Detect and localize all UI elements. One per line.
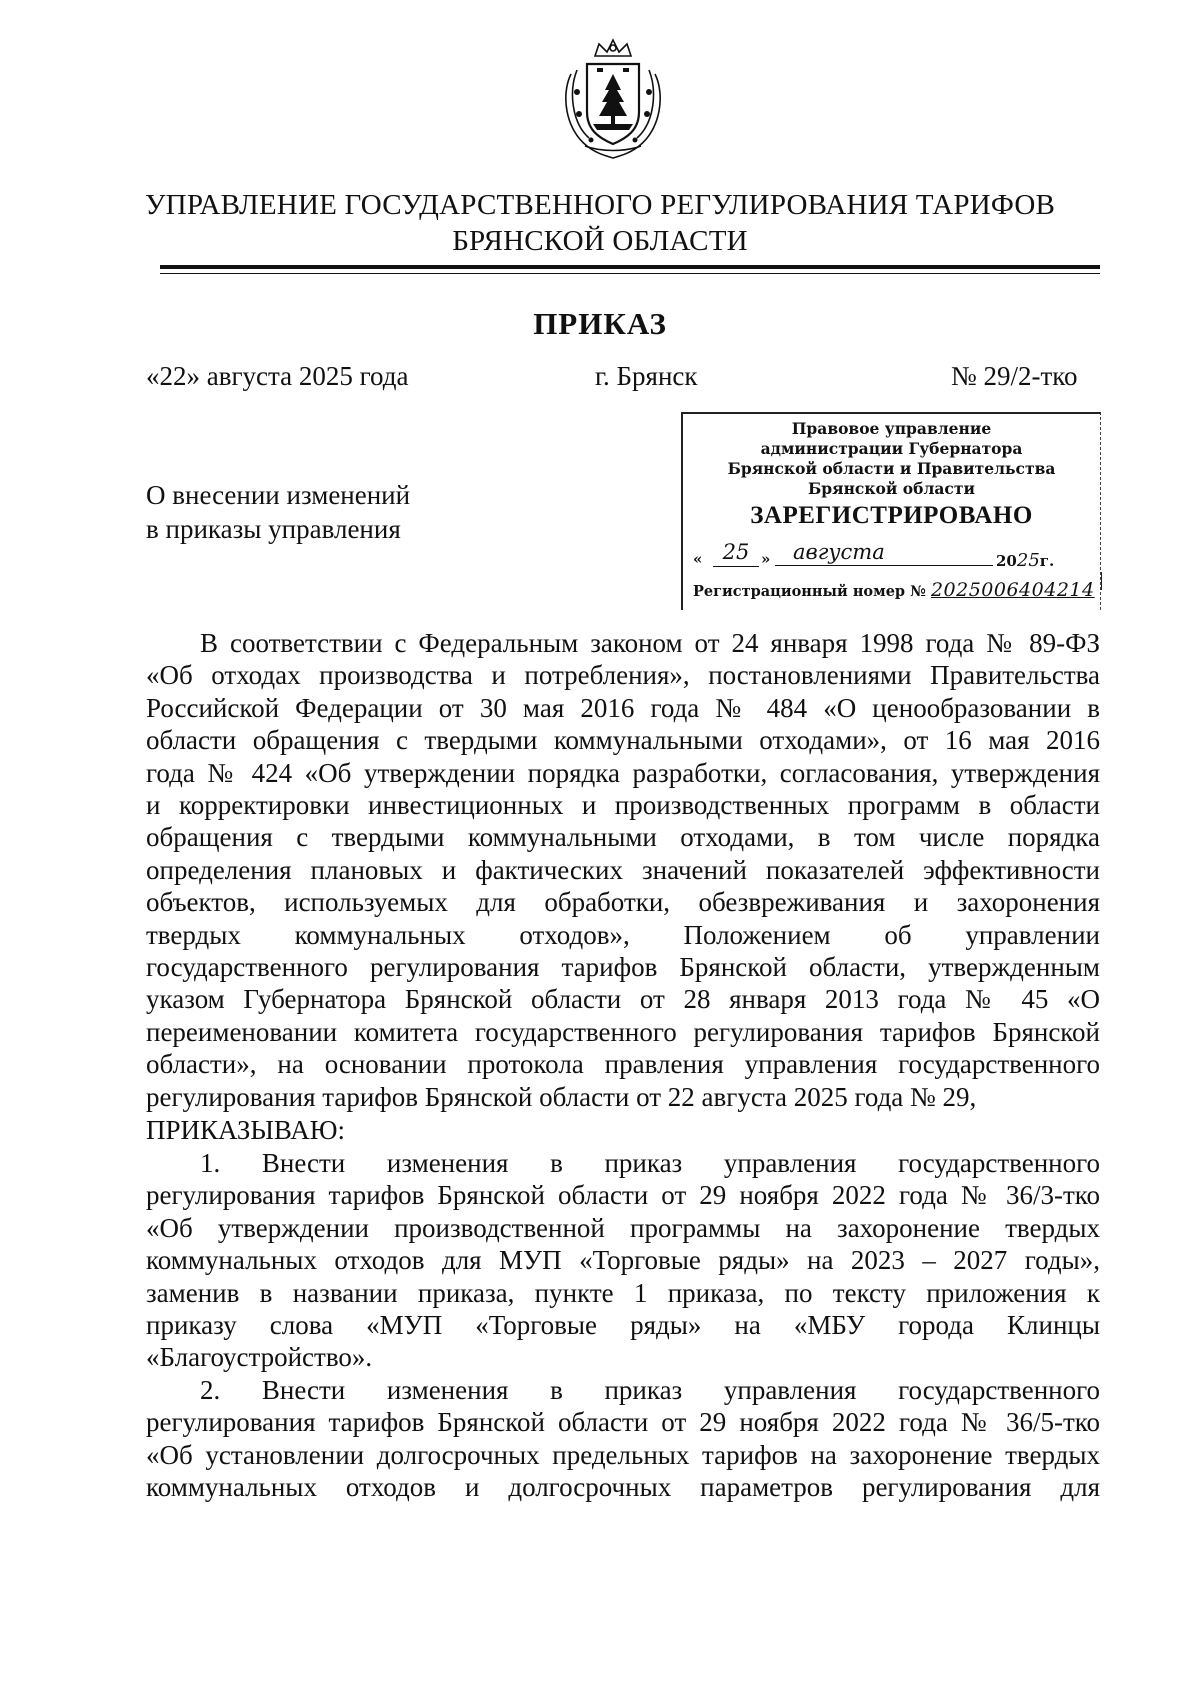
document-type-title: ПРИКАЗ — [533, 306, 667, 341]
text-line: области», на основании протокола правления управления государственного — [146, 1049, 1100, 1080]
order-subject-line-2: в приказы управления — [146, 514, 401, 544]
text-line: регулирования тарифов Брянской области от 29 ноября 2022 года № 36/5-тко — [146, 1407, 1100, 1438]
text-line: 1. Внести изменения в приказ управления государственного — [200, 1148, 1100, 1178]
text-line: регулирования тарифов Брянской области от 29 ноября 2022 года № 36/3-тко — [146, 1180, 1100, 1211]
stamp-registration-label: Регистрационный номер № — [693, 583, 926, 600]
stamp-line-2: администрации Губернатора — [760, 439, 1023, 458]
coat-of-arms-emblem — [557, 34, 669, 162]
stamp-line-3: Брянской области и Правительства — [727, 459, 1056, 478]
organization-name-line-2: БРЯНСКОЙ ОБЛАСТИ — [452, 225, 748, 257]
organization-name-line-1: УПРАВЛЕНИЕ ГОСУДАРСТВЕННОГО РЕГУЛИРОВАНИЯ ТАРИФОВ — [144, 189, 1056, 221]
stamp-corner-mark — [1101, 572, 1102, 590]
stamp-year — [996, 550, 1054, 571]
stamp-handwritten-day: 25 — [713, 540, 759, 567]
stamp-date-line — [691, 542, 1096, 572]
text-line: определения плановых и фактических значений показателей эффективности — [146, 854, 1100, 885]
text-line: коммунальных отходов и долгосрочных параметров регулирования для — [146, 1472, 1100, 1503]
text-line: 2. Внести изменения в приказ управления государственного — [200, 1375, 1100, 1405]
order-city: г. Брянск — [595, 361, 698, 391]
order-number: № 29/2-тко — [951, 361, 1078, 391]
text-line: «Благоустройство». — [146, 1342, 373, 1373]
text-line: «Об установлении долгосрочных предельных тарифов на захоронение твердых — [146, 1439, 1100, 1470]
text-line: объектов, используемых для обработки, обезвреживания и захоронения — [146, 887, 1100, 918]
text-line: «Об утверждении производственной программы на захоронение твердых — [146, 1212, 1100, 1243]
stamp-handwritten-month: августа — [775, 540, 993, 566]
text-line: указом Губернатора Брянской области от 28 января 2013 года № 45 «О — [146, 984, 1100, 1015]
command-word: ПРИКАЗЫВАЮ: — [146, 1115, 345, 1145]
stamp-handwritten-registration-number: 2025006404214 — [930, 579, 1095, 601]
stamp-year-suffix: г. — [1039, 552, 1055, 570]
order-date: «22» августа 2025 года — [146, 361, 409, 391]
text-line: приказу слова «МУП «Торговые ряды» на «МБУ города Клинцы — [146, 1310, 1100, 1341]
text-line: твердых коммунальных отходов», Положением об управлении — [146, 919, 1100, 950]
item-2-paragraph — [146, 1374, 1100, 1504]
text-line: регулирования тарифов Брянской области от 22 августа 2025 года № 29, — [146, 1081, 977, 1112]
text-line: переименовании комитета государственного регулирования тарифов Брянской — [146, 1016, 1100, 1047]
stamp-line-4: Брянской области — [808, 479, 975, 498]
text-line: обращения с твердыми коммунальными отходами, в том числе порядка — [146, 822, 1100, 853]
stamp-registration-number — [693, 579, 1095, 601]
text-line: года № 424 «Об утверждении порядка разработки, согласования, утверждения — [146, 757, 1100, 788]
registration-stamp — [681, 412, 1101, 610]
text-line: области обращения с твердыми коммунальными отходами», от 16 мая 2016 — [146, 725, 1100, 756]
text-line: и корректировки инвестиционных и производственных программ в области — [146, 790, 1100, 821]
text-line: «Об отходах производства и потребления», постановлениями Правительства — [146, 660, 1100, 691]
stamp-line-1: Правовое управление — [791, 419, 992, 438]
text-line: Российской Федерации от 30 мая 2016 года № 484 «О ценообразовании в — [146, 692, 1100, 723]
order-subject-line-1: О внесении изменений — [146, 480, 411, 510]
header-divider-thin — [160, 273, 1100, 274]
stamp-open-quote: « — [693, 550, 703, 568]
item-1-paragraph — [146, 1147, 1100, 1374]
stamp-year-prefix: 20 — [996, 552, 1017, 570]
order-subject — [146, 478, 410, 546]
preamble-paragraph — [146, 627, 1100, 1113]
text-line: заменив в названии приказа, пункте 1 приказа, по тексту приложения к — [146, 1277, 1100, 1308]
stamp-close-quote: » — [761, 550, 771, 568]
text-line: государственного регулирования тарифов Брянской области, утвержденным — [146, 952, 1100, 983]
text-line: коммунальных отходов для МУП «Торговые ряды» на 2023 – 2027 годы», — [146, 1245, 1100, 1276]
stamp-registered-status: ЗАРЕГИСТРИРОВАНО — [750, 502, 1033, 529]
stamp-handwritten-year: 25 — [1016, 550, 1040, 571]
header-divider-thick — [160, 265, 1100, 269]
text-line: В соответствии с Федеральным законом от 24 января 1998 года № 89-ФЗ — [200, 628, 1100, 658]
